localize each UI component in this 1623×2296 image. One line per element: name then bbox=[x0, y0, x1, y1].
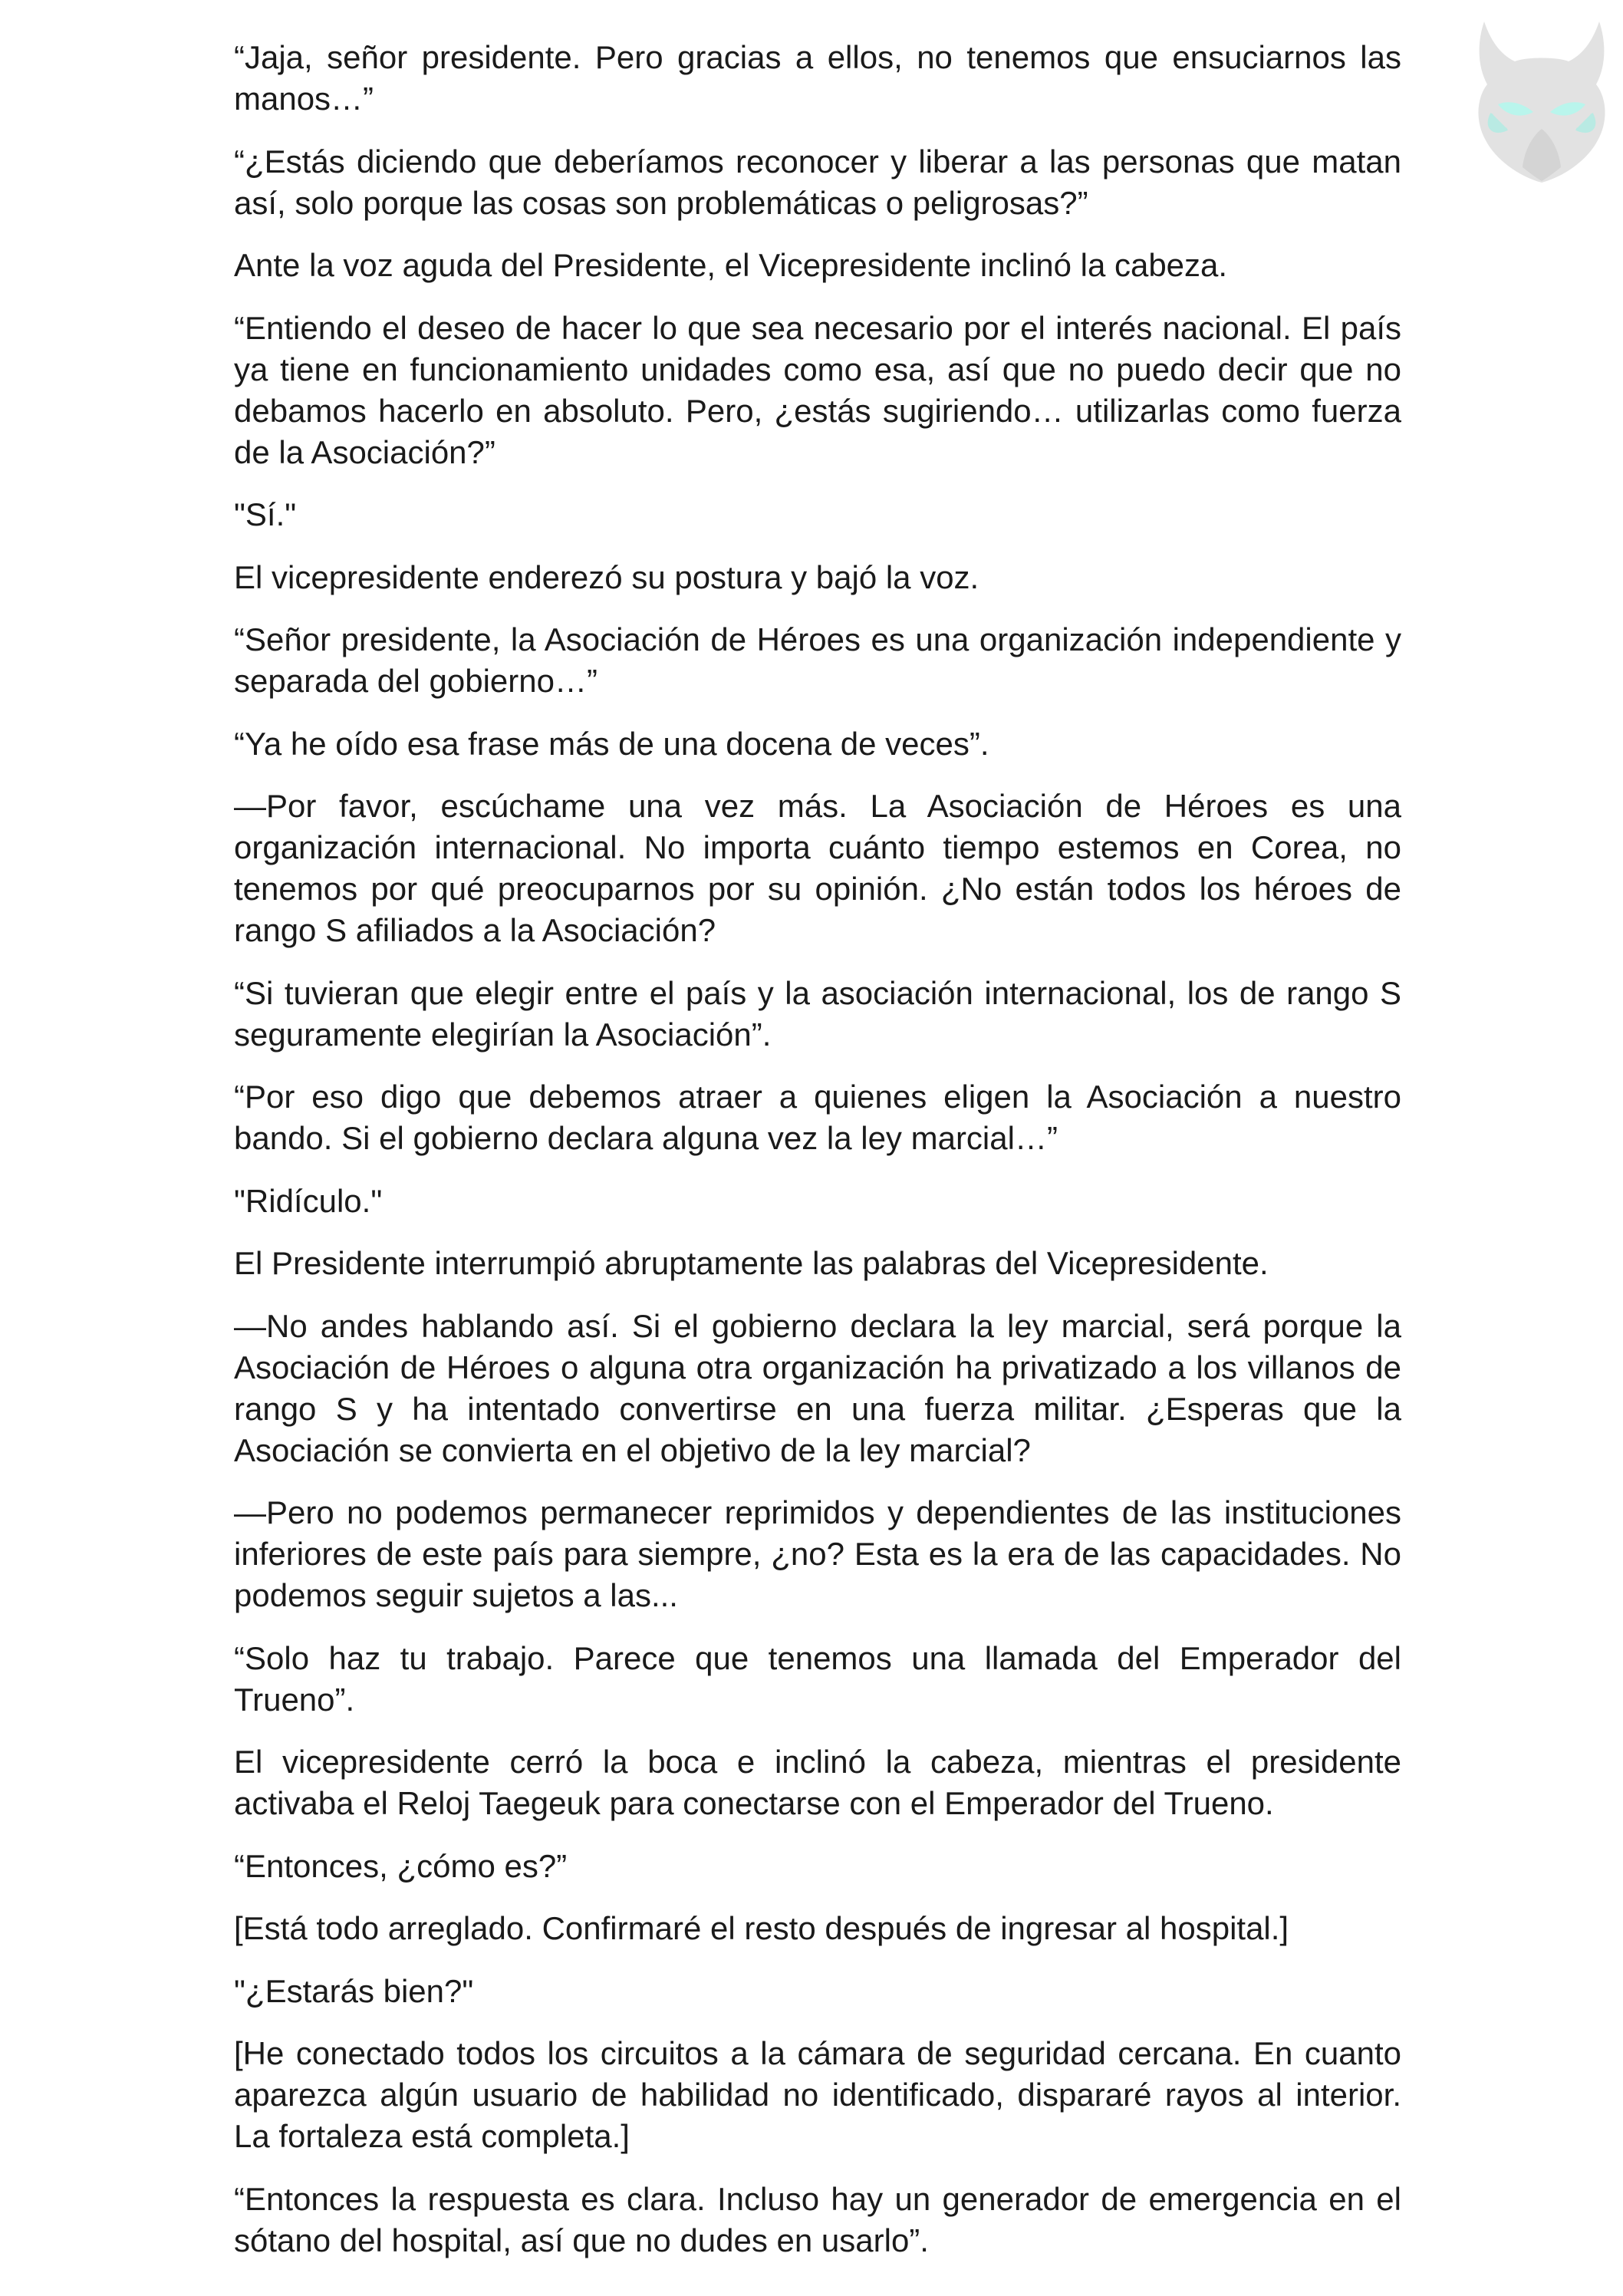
paragraph: “Si tuvieran que elegir entre el país y la asociación internacional, los de rango S seguramente elegirían la Asociación”. bbox=[234, 974, 1401, 1052]
paragraph: “Jaja, señor presidente. Pero gracias a ellos, no tenemos que ensuciarnos las manos…” bbox=[234, 39, 1401, 117]
demon-head-icon bbox=[1461, 14, 1622, 190]
paragraph: "Sí." bbox=[234, 496, 297, 532]
text-column bbox=[234, 37, 1401, 2282]
paragraph: [He conectado todos los circuitos a la cámara de seguridad cercana. En cuanto aparezca algún usuario de habilidad no identificado, dispararé rayos al interior. La fortaleza está completa.] bbox=[234, 2035, 1401, 2154]
paragraph: "¿Estarás bien?" bbox=[234, 1972, 474, 2009]
paragraph: El Presidente interrumpió abruptamente las palabras del Vicepresidente. bbox=[234, 1245, 1269, 1281]
paragraph: —Por favor, escúchame una vez más. La Asociación de Héroes es una organización internacional. No importa cuánto tiempo estemos en Corea, no tenemos por qué preocuparnos por su opinión. ¿No están todos los héroes de rango S afiliados a la Asociación? bbox=[234, 788, 1401, 948]
paragraph: “¿Estás diciendo que deberíamos reconocer y liberar a las personas que matan así, solo porque las cosas son problemáticas o peligrosas?” bbox=[234, 143, 1401, 221]
paragraph: Ante la voz aguda del Presidente, el Vicepresidente inclinó la cabeza. bbox=[234, 247, 1228, 283]
paragraph: —Pero no podemos permanecer reprimidos y dependientes de las instituciones inferiores de este país para siempre, ¿no? Esta es la era de las capacidades. No podemos seguir sujetos a las... bbox=[234, 1494, 1401, 1613]
paragraph: “Entonces la respuesta es clara. Incluso hay un generador de emergencia en el sótano del hospital, así que no dudes en usarlo”. bbox=[234, 2180, 1401, 2258]
paragraph: El vicepresidente enderezó su postura y bajó la voz. bbox=[234, 558, 979, 595]
paragraph: "Ridículo." bbox=[234, 1182, 383, 1219]
paragraph: “Por eso digo que debemos atraer a quienes eligen la Asociación a nuestro bando. Si el gobierno declara alguna vez la ley marcial…” bbox=[234, 1079, 1401, 1156]
paragraph: “Entiendo el deseo de hacer lo que sea necesario por el interés nacional. El país ya tiene en funcionamiento unidades como esa, así que no puedo decir que no debamos hacerlo en absoluto. Pero, ¿estás sugiriendo… utilizarlas como fuerza de la Asociación?” bbox=[234, 309, 1401, 470]
paragraph: “Entonces, ¿cómo es?” bbox=[234, 1847, 568, 1884]
paragraph: —No andes hablando así. Si el gobierno declara la ley marcial, será porque la Asociación de Héroes o alguna otra organización ha privatizado a los villanos de rango S y ha intentado convertirse en una fuerza militar. ¿Esperas que la Asociación se convierta en el objetivo de la ley marcial? bbox=[234, 1307, 1401, 1468]
paragraph: “Ya he oído esa frase más de una docena de veces”. bbox=[234, 725, 989, 762]
paragraph: “Señor presidente, la Asociación de Héroes es una organización independiente y separada del gobierno…” bbox=[234, 621, 1401, 699]
paragraph: El vicepresidente cerró la boca e inclinó la cabeza, mientras el presidente activaba el Reloj Taegeuk para conectarse con el Emperador del Trueno. bbox=[234, 1744, 1401, 1821]
paragraph: [Está todo arreglado. Confirmaré el resto después de ingresar al hospital.] bbox=[234, 1910, 1289, 1946]
paragraph: “Solo haz tu trabajo. Parece que tenemos una llamada del Emperador del Trueno”. bbox=[234, 1639, 1401, 1718]
